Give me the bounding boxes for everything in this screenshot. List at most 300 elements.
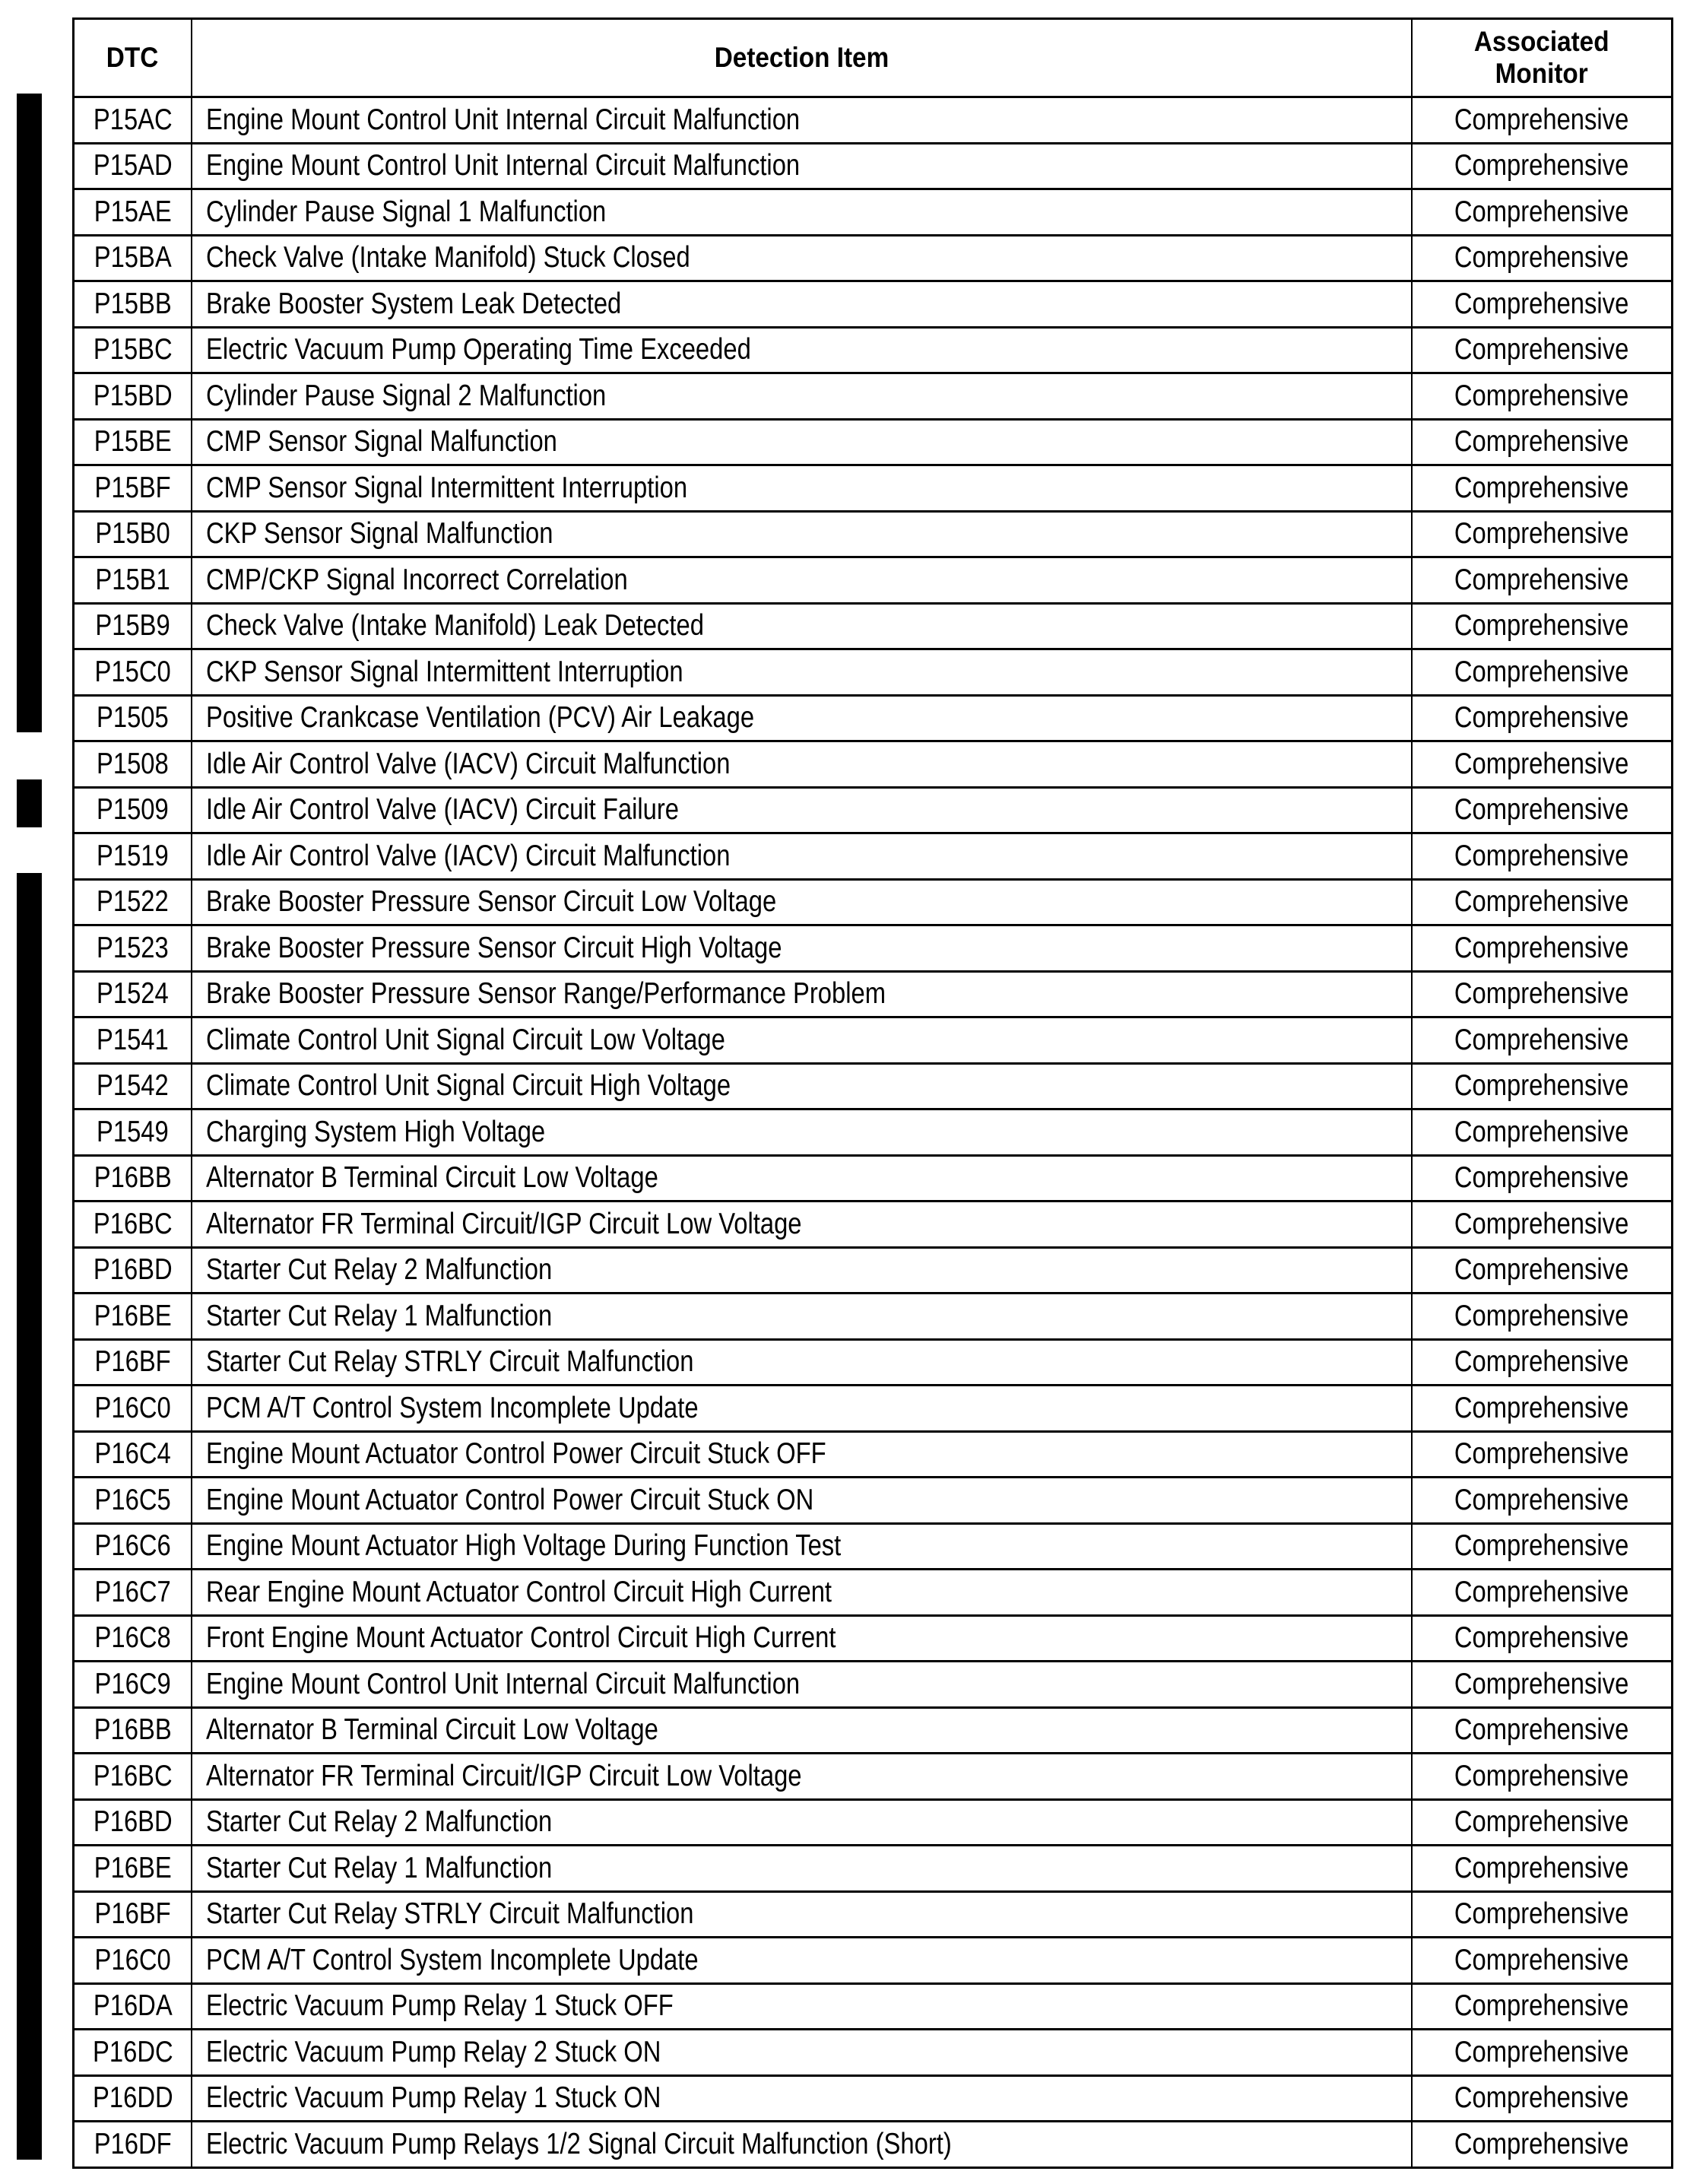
detection-item-cell-text: CMP Sensor Signal Malfunction (206, 425, 557, 459)
dtc-cell (75, 421, 192, 465)
monitor-cell-text: Comprehensive (1454, 517, 1629, 551)
detection-item-cell (192, 1985, 1413, 2029)
monitor-cell-text: Comprehensive (1454, 701, 1629, 735)
table-row (75, 1154, 1671, 1201)
detection-item-cell-text: Cylinder Pause Signal 2 Malfunction (206, 379, 607, 412)
dtc-cell (75, 513, 192, 557)
table-row (75, 1982, 1671, 2029)
detection-item-cell-text: Check Valve (Intake Manifold) Stuck Closed (206, 241, 690, 275)
monitor-cell (1413, 742, 1671, 786)
monitor-cell-text: Comprehensive (1454, 471, 1629, 504)
dtc-cell-text: P15AC (93, 103, 173, 136)
monitor-cell (1413, 697, 1671, 741)
table-row (75, 1430, 1671, 1477)
table-row (75, 326, 1671, 373)
dtc-cell-text: P16BC (93, 1759, 173, 1792)
monitor-cell-text: Comprehensive (1454, 931, 1629, 964)
monitor-cell (1413, 2030, 1671, 2074)
dtc-cell-text: P1542 (97, 1069, 169, 1103)
monitor-cell-text: Comprehensive (1454, 885, 1629, 919)
table-row (75, 694, 1671, 741)
detection-item-cell (192, 1018, 1413, 1062)
monitor-cell (1413, 789, 1671, 833)
monitor-cell-text: Comprehensive (1454, 2081, 1629, 2115)
monitor-cell-text: Comprehensive (1454, 1621, 1629, 1655)
monitor-cell (1413, 1985, 1671, 2029)
dtc-cell (75, 1110, 192, 1154)
detection-item-cell-text: Cylinder Pause Signal 1 Malfunction (206, 195, 607, 228)
detection-item-cell (192, 1893, 1413, 1937)
dtc-cell (75, 1846, 192, 1890)
dtc-cell-text: P1541 (97, 1023, 169, 1056)
monitor-cell (1413, 1525, 1671, 1569)
detection-item-cell-text: Alternator FR Terminal Circuit/IGP Circuit Low Voltage (206, 1207, 802, 1240)
dtc-cell (75, 1801, 192, 1845)
monitor-cell-text: Comprehensive (1454, 1115, 1629, 1148)
monitor-cell (1413, 1662, 1671, 1706)
dtc-cell-text: P16BC (93, 1207, 173, 1240)
table-row (75, 1246, 1671, 1293)
detection-item-cell (192, 1754, 1413, 1798)
detection-item-cell-text: Charging System High Voltage (206, 1115, 546, 1148)
monitor-cell-text: Comprehensive (1454, 977, 1629, 1011)
detection-item-cell (192, 1249, 1413, 1293)
table-row (75, 1292, 1671, 1338)
monitor-cell-text: Comprehensive (1454, 563, 1629, 596)
detection-item-cell (192, 421, 1413, 465)
detection-item-cell (192, 1662, 1413, 1706)
dtc-cell-text: P16BE (94, 1851, 172, 1884)
dtc-cell (75, 1570, 192, 1614)
dtc-cell (75, 742, 192, 786)
dtc-cell (75, 1617, 192, 1661)
dtc-cell (75, 1754, 192, 1798)
table-row (75, 510, 1671, 557)
detection-item-cell-text: CKP Sensor Signal Intermittent Interruption (206, 655, 683, 688)
monitor-cell-text: Comprehensive (1454, 1759, 1629, 1792)
table-row (75, 786, 1671, 833)
detection-item-cell-text: Brake Booster Pressure Sensor Circuit Low Voltage (206, 885, 777, 919)
dtc-cell (75, 1341, 192, 1385)
detection-item-cell (192, 236, 1413, 281)
detection-item-cell-text: Electric Vacuum Pump Operating Time Exceeded (206, 333, 751, 367)
table-row (75, 1614, 1671, 1661)
dtc-cell-text: P16DD (92, 2081, 173, 2115)
dtc-cell (75, 1938, 192, 1982)
detection-item-cell (192, 2030, 1413, 2074)
detection-item-cell-text: CMP Sensor Signal Intermittent Interruption (206, 471, 688, 504)
dtc-cell-text: P16C7 (94, 1575, 171, 1608)
detection-item-cell (192, 2122, 1413, 2167)
dtc-cell-text: P15BB (94, 287, 172, 320)
dtc-cell (75, 1893, 192, 1937)
monitor-cell-text: Comprehensive (1454, 103, 1629, 136)
dtc-cell-text: P15BD (93, 379, 173, 412)
monitor-cell (1413, 926, 1671, 970)
detection-item-cell (192, 1065, 1413, 1109)
monitor-cell (1413, 1386, 1671, 1430)
monitor-cell-text: Comprehensive (1454, 333, 1629, 367)
detection-item-cell-text: Positive Crankcase Ventilation (PCV) Air Leakage (206, 701, 755, 735)
monitor-cell-text: Comprehensive (1454, 609, 1629, 643)
monitor-cell (1413, 1478, 1671, 1522)
monitor-cell-text: Comprehensive (1454, 379, 1629, 412)
detection-item-cell (192, 1801, 1413, 1845)
detection-item-cell-text: Engine Mount Control Unit Internal Circuit Malfunction (206, 149, 801, 183)
table-row (75, 1016, 1671, 1062)
table-row (75, 878, 1671, 925)
monitor-cell-text: Comprehensive (1454, 1943, 1629, 1976)
header-dtc-label: DTC (106, 42, 159, 73)
detection-item-cell (192, 1478, 1413, 1522)
monitor-cell (1413, 1801, 1671, 1845)
dtc-cell-text: P16BB (94, 1713, 172, 1747)
dtc-cell-text: P16DC (92, 2035, 173, 2068)
table-row (75, 142, 1671, 189)
monitor-cell-text: Comprehensive (1454, 287, 1629, 320)
table-row (75, 1936, 1671, 1982)
monitor-cell-text: Comprehensive (1454, 839, 1629, 872)
monitor-cell-text: Comprehensive (1454, 1437, 1629, 1471)
dtc-cell-text: P16C0 (94, 1943, 171, 1976)
monitor-cell-text: Comprehensive (1454, 1023, 1629, 1056)
detection-item-cell (192, 1709, 1413, 1753)
table-row (75, 970, 1671, 1017)
dtc-cell-text: P15B9 (95, 609, 170, 643)
detection-item-cell-text: Electric Vacuum Pump Relays 1/2 Signal Circuit Malfunction (Short) (206, 2127, 952, 2160)
dtc-cell (75, 1525, 192, 1569)
monitor-cell-text: Comprehensive (1454, 1391, 1629, 1424)
dtc-cell (75, 374, 192, 418)
table-row (75, 1752, 1671, 1798)
detection-item-cell-text: CKP Sensor Signal Malfunction (206, 517, 553, 551)
monitor-cell (1413, 1709, 1671, 1753)
detection-item-cell (192, 881, 1413, 925)
dtc-cell (75, 282, 192, 326)
monitor-cell (1413, 1065, 1671, 1109)
header-monitor-line2: Monitor (1495, 58, 1589, 89)
dtc-cell (75, 1157, 192, 1201)
dtc-cell-text: P15BF (94, 471, 171, 504)
header-associated-monitor-label (1474, 26, 1609, 90)
header-dtc (75, 20, 192, 96)
table-row (75, 1844, 1671, 1890)
monitor-cell (1413, 881, 1671, 925)
detection-item-cell (192, 697, 1413, 741)
monitor-cell (1413, 1893, 1671, 1937)
detection-item-cell-text: Idle Air Control Valve (IACV) Circuit Malfunction (206, 747, 731, 780)
monitor-cell (1413, 558, 1671, 602)
dtc-cell (75, 1294, 192, 1338)
detection-item-cell-text: Starter Cut Relay STRLY Circuit Malfunction (206, 1897, 694, 1931)
detection-item-cell (192, 1570, 1413, 1614)
table-header (75, 20, 1671, 96)
dtc-cell (75, 1662, 192, 1706)
detection-item-cell (192, 742, 1413, 786)
header-detection-item (192, 20, 1413, 96)
table-row (75, 1476, 1671, 1522)
dtc-cell (75, 1985, 192, 2029)
detection-item-cell-text: Climate Control Unit Signal Circuit High Voltage (206, 1069, 731, 1103)
header-monitor-line1: Associated (1474, 26, 1609, 57)
monitor-cell (1413, 466, 1671, 510)
dtc-cell (75, 926, 192, 970)
monitor-cell (1413, 605, 1671, 649)
dtc-cell-text: P1522 (97, 885, 169, 919)
dtc-cell (75, 1386, 192, 1430)
dtc-cell (75, 1478, 192, 1522)
monitor-cell-text: Comprehensive (1454, 1851, 1629, 1884)
monitor-cell-text: Comprehensive (1454, 1897, 1629, 1931)
monitor-cell (1413, 1846, 1671, 1890)
dtc-cell-text: P16DA (93, 1989, 173, 2023)
revision-bar (17, 873, 42, 2160)
dtc-cell-text: P16C6 (94, 1529, 171, 1563)
detection-item-cell (192, 2077, 1413, 2121)
table-row (75, 418, 1671, 465)
monitor-cell (1413, 1570, 1671, 1614)
monitor-cell-text: Comprehensive (1454, 1345, 1629, 1379)
table-row (75, 2028, 1671, 2074)
monitor-cell (1413, 1018, 1671, 1062)
detection-item-cell (192, 1386, 1413, 1430)
monitor-cell-text: Comprehensive (1454, 1529, 1629, 1563)
dtc-cell (75, 144, 192, 189)
detection-item-cell (192, 973, 1413, 1017)
dtc-cell (75, 190, 192, 234)
dtc-cell-text: P16BD (93, 1805, 173, 1839)
detection-item-cell-text: Engine Mount Actuator Control Power Circuit Stuck OFF (206, 1437, 826, 1471)
dtc-cell-text: P16C4 (94, 1437, 171, 1471)
dtc-cell (75, 1202, 192, 1246)
table-row (75, 2120, 1671, 2167)
monitor-cell-text: Comprehensive (1454, 241, 1629, 275)
dtc-cell-text: P15BA (94, 241, 172, 275)
detection-item-cell-text: Engine Mount Control Unit Internal Circuit Malfunction (206, 1667, 801, 1700)
table-row (75, 602, 1671, 649)
table-row (75, 924, 1671, 970)
dtc-cell (75, 558, 192, 602)
detection-item-cell (192, 466, 1413, 510)
detection-item-cell-text: Electric Vacuum Pump Relay 2 Stuck ON (206, 2035, 661, 2068)
dtc-cell (75, 98, 192, 142)
dtc-cell-text: P16BF (94, 1897, 171, 1931)
detection-item-cell-text: Idle Air Control Valve (IACV) Circuit Failure (206, 793, 680, 827)
table-row (75, 96, 1671, 142)
detection-item-cell (192, 329, 1413, 373)
dtc-cell (75, 1433, 192, 1477)
monitor-cell (1413, 1433, 1671, 1477)
dtc-cell (75, 2122, 192, 2167)
table-row (75, 648, 1671, 694)
detection-item-cell-text: Brake Booster System Leak Detected (206, 287, 622, 320)
monitor-cell-text: Comprehensive (1454, 1161, 1629, 1195)
dtc-cell-text: P1549 (97, 1115, 169, 1148)
table-row (75, 188, 1671, 234)
table-row (75, 464, 1671, 510)
dtc-cell-text: P16C9 (94, 1667, 171, 1700)
monitor-cell (1413, 98, 1671, 142)
dtc-cell (75, 834, 192, 878)
detection-item-cell-text: Alternator FR Terminal Circuit/IGP Circuit Low Voltage (206, 1759, 802, 1792)
dtc-cell (75, 973, 192, 1017)
monitor-cell (1413, 282, 1671, 326)
monitor-cell (1413, 2122, 1671, 2167)
dtc-cell-text: P1519 (97, 839, 169, 872)
detection-item-cell (192, 926, 1413, 970)
monitor-cell (1413, 1157, 1671, 1201)
dtc-cell-text: P1508 (97, 747, 169, 780)
monitor-cell-text: Comprehensive (1454, 425, 1629, 459)
detection-item-cell (192, 1202, 1413, 1246)
header-detection-item-label: Detection Item (714, 42, 889, 73)
detection-item-cell (192, 1617, 1413, 1661)
monitor-cell-text: Comprehensive (1454, 1805, 1629, 1839)
detection-item-cell (192, 1525, 1413, 1569)
detection-item-cell-text: Engine Mount Actuator Control Power Circuit Stuck ON (206, 1483, 814, 1516)
dtc-cell (75, 2077, 192, 2121)
detection-item-cell (192, 144, 1413, 189)
monitor-cell (1413, 190, 1671, 234)
monitor-cell (1413, 374, 1671, 418)
detection-item-cell-text: Engine Mount Actuator High Voltage During Function Test (206, 1529, 842, 1563)
table-row (75, 1522, 1671, 1569)
table-row (75, 280, 1671, 326)
table-row (75, 1660, 1671, 1706)
monitor-cell-text: Comprehensive (1454, 747, 1629, 780)
table-row (75, 1568, 1671, 1614)
table-row (75, 1200, 1671, 1246)
dtc-cell-text: P1505 (97, 701, 169, 735)
monitor-cell-text: Comprehensive (1454, 195, 1629, 228)
detection-item-cell-text: Starter Cut Relay STRLY Circuit Malfunction (206, 1345, 694, 1379)
table-row (75, 556, 1671, 602)
detection-item-cell-text: Climate Control Unit Signal Circuit Low Voltage (206, 1023, 725, 1056)
dtc-cell-text: P16C0 (94, 1391, 171, 1424)
dtc-cell-text: P16BF (94, 1345, 171, 1379)
detection-item-cell (192, 1938, 1413, 1982)
dtc-cell (75, 789, 192, 833)
monitor-cell (1413, 2077, 1671, 2121)
table-row (75, 1338, 1671, 1385)
detection-item-cell (192, 1846, 1413, 1890)
header-associated-monitor (1413, 20, 1671, 96)
dtc-cell-text: P1509 (97, 793, 169, 827)
detection-item-cell (192, 1341, 1413, 1385)
detection-item-cell-text: Starter Cut Relay 1 Malfunction (206, 1851, 553, 1884)
dtc-cell (75, 329, 192, 373)
monitor-cell (1413, 236, 1671, 281)
monitor-cell-text: Comprehensive (1454, 2035, 1629, 2068)
detection-item-cell-text: Check Valve (Intake Manifold) Leak Detected (206, 609, 704, 643)
detection-item-cell (192, 1110, 1413, 1154)
dtc-cell-text: P16BD (93, 1253, 173, 1287)
monitor-cell-text: Comprehensive (1454, 655, 1629, 688)
dtc-cell (75, 1709, 192, 1753)
table-row (75, 234, 1671, 281)
detection-item-cell (192, 605, 1413, 649)
table-body (75, 96, 1671, 2167)
dtc-cell-text: P16DF (94, 2127, 172, 2160)
table-row (75, 1062, 1671, 1109)
detection-item-cell-text: Starter Cut Relay 2 Malfunction (206, 1253, 553, 1287)
dtc-cell-text: P15AE (94, 195, 172, 228)
detection-item-cell-text: Starter Cut Relay 2 Malfunction (206, 1805, 553, 1839)
revision-bar (17, 94, 42, 732)
detection-item-cell (192, 190, 1413, 234)
dtc-cell-text: P15BC (93, 333, 173, 367)
monitor-cell-text: Comprehensive (1454, 1299, 1629, 1332)
dtc-cell-text: P15BE (94, 425, 172, 459)
monitor-cell (1413, 1938, 1671, 1982)
monitor-cell (1413, 1341, 1671, 1385)
monitor-cell (1413, 1249, 1671, 1293)
dtc-cell (75, 236, 192, 281)
detection-item-cell (192, 98, 1413, 142)
dtc-cell-text: P16C5 (94, 1483, 171, 1516)
detection-item-cell-text: Electric Vacuum Pump Relay 1 Stuck OFF (206, 1989, 674, 2023)
table-row (75, 740, 1671, 786)
detection-item-cell-text: CMP/CKP Signal Incorrect Correlation (206, 563, 628, 596)
monitor-cell-text: Comprehensive (1454, 149, 1629, 183)
dtc-table (72, 17, 1673, 2169)
detection-item-cell-text: Brake Booster Pressure Sensor Circuit High Voltage (206, 931, 782, 964)
dtc-cell (75, 1249, 192, 1293)
detection-item-cell-text: PCM A/T Control System Incomplete Update (206, 1391, 699, 1424)
dtc-cell (75, 466, 192, 510)
dtc-cell-text: P15B1 (95, 563, 170, 596)
detection-item-cell (192, 789, 1413, 833)
detection-item-cell (192, 834, 1413, 878)
dtc-cell-text: P1524 (97, 977, 169, 1011)
detection-item-cell (192, 650, 1413, 694)
monitor-cell (1413, 1294, 1671, 1338)
dtc-cell-text: P15AD (93, 149, 173, 183)
dtc-cell (75, 605, 192, 649)
table-row (75, 1890, 1671, 1937)
detection-item-cell-text: Brake Booster Pressure Sensor Range/Performance Problem (206, 977, 886, 1011)
monitor-cell-text: Comprehensive (1454, 793, 1629, 827)
monitor-cell (1413, 1110, 1671, 1154)
dtc-cell-text: P16BB (94, 1161, 172, 1195)
detection-item-cell-text: Engine Mount Control Unit Internal Circuit Malfunction (206, 103, 801, 136)
dtc-cell-text: P15C0 (94, 655, 171, 688)
dtc-cell-text: P1523 (97, 931, 169, 964)
detection-item-cell-text: Alternator B Terminal Circuit Low Voltage (206, 1713, 658, 1747)
monitor-cell (1413, 1617, 1671, 1661)
table-row (75, 1798, 1671, 1845)
detection-item-cell-text: Idle Air Control Valve (IACV) Circuit Malfunction (206, 839, 731, 872)
detection-item-cell-text: Alternator B Terminal Circuit Low Voltage (206, 1161, 658, 1195)
detection-item-cell (192, 374, 1413, 418)
monitor-cell-text: Comprehensive (1454, 1667, 1629, 1700)
monitor-cell-text: Comprehensive (1454, 1483, 1629, 1516)
monitor-cell (1413, 421, 1671, 465)
table-row (75, 1108, 1671, 1154)
dtc-cell (75, 1065, 192, 1109)
table-row (75, 1384, 1671, 1430)
dtc-cell (75, 650, 192, 694)
dtc-cell (75, 1018, 192, 1062)
monitor-cell (1413, 513, 1671, 557)
detection-item-cell-text: Starter Cut Relay 1 Malfunction (206, 1299, 553, 1332)
monitor-cell (1413, 1754, 1671, 1798)
dtc-cell (75, 697, 192, 741)
table-row (75, 1706, 1671, 1753)
table-row (75, 832, 1671, 878)
revision-bar (17, 779, 42, 827)
detection-item-cell (192, 1294, 1413, 1338)
